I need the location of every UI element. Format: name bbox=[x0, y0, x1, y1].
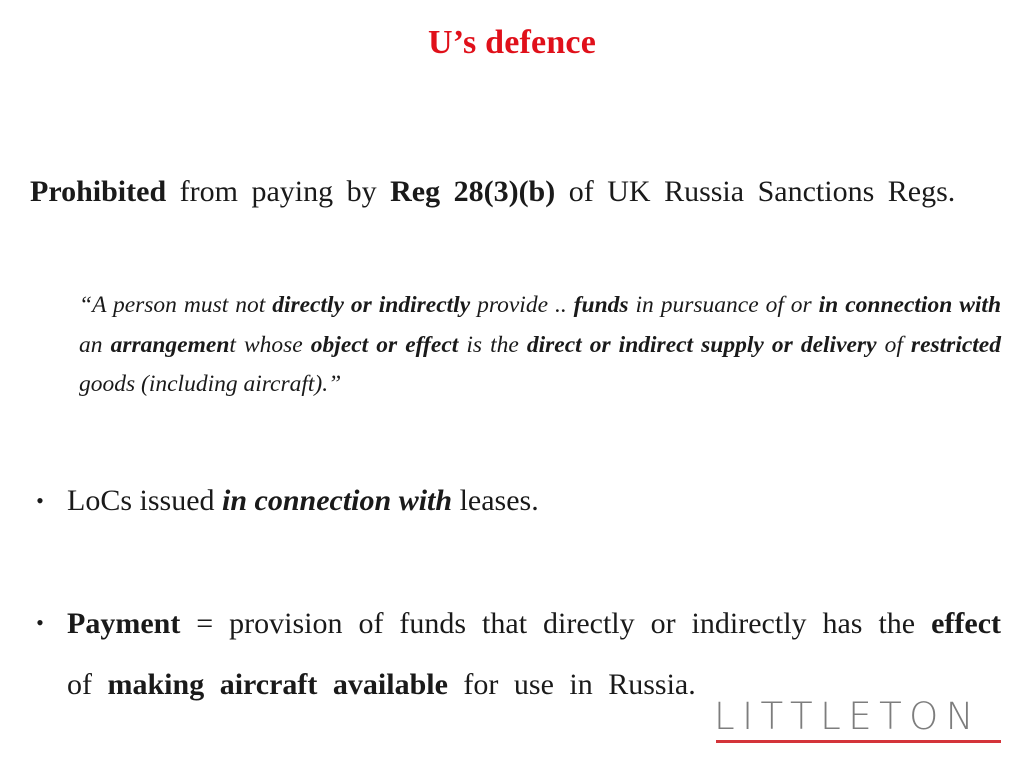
main-paragraph-text-1: from paying by bbox=[166, 175, 391, 208]
quote-text-7: of bbox=[876, 331, 911, 358]
quote-text-3: in pursuance of or bbox=[628, 292, 819, 318]
main-paragraph-bold-prohibited: Prohibited bbox=[30, 175, 167, 208]
bullet-text-2: leases. bbox=[452, 484, 539, 517]
quote-text-8: goods (including aircraft).” bbox=[79, 371, 342, 397]
main-paragraph bbox=[30, 162, 1001, 222]
quote-text-4: an bbox=[79, 331, 111, 358]
quote-bold-1: directly or indirectly bbox=[272, 292, 471, 318]
bullet-bold-italic: in connection with bbox=[222, 484, 453, 517]
littleton-logo bbox=[714, 696, 1002, 748]
bullet-bold-effect: effect bbox=[931, 607, 1001, 640]
quote-bold-3: in connection with bbox=[818, 292, 1002, 318]
quote-bold-7: restricted bbox=[910, 331, 1001, 358]
bullet-text bbox=[67, 478, 1001, 524]
quote-text-2: provide .. bbox=[470, 292, 574, 318]
quote-bold-4: arrangemen bbox=[110, 331, 230, 358]
bullet-text-2: of bbox=[67, 668, 108, 701]
quote-bold-2: funds bbox=[573, 292, 629, 318]
bullet-text-1: LoCs issued bbox=[67, 484, 223, 517]
bullet-text-3: for use in Russia. bbox=[447, 668, 696, 701]
regulation-quote bbox=[79, 286, 1001, 405]
bullet-bold-making-available: making aircraft available bbox=[107, 668, 448, 701]
slide-title: U’s defence bbox=[427, 24, 597, 61]
quote-bold-6: direct or indirect supply or delivery bbox=[526, 331, 877, 358]
quote-bold-5: object or effect bbox=[310, 331, 459, 358]
bullet-text-1: = provision of funds that directly or indirectly has the bbox=[180, 607, 932, 640]
main-paragraph-bold-reg: Reg 28(3)(b) bbox=[390, 175, 556, 208]
bullet-bold-payment: Payment bbox=[67, 607, 181, 640]
main-paragraph-text-2: of UK Russia Sanctions Regs. bbox=[555, 175, 956, 208]
quote-text-6: is the bbox=[458, 331, 527, 358]
bullet-marker: • bbox=[36, 488, 44, 513]
bullet-marker: • bbox=[36, 610, 44, 635]
quote-text-1: “A person must not bbox=[79, 292, 273, 318]
logo-wordmark: LITTLETON bbox=[714, 695, 981, 738]
logo-underline bbox=[716, 740, 1001, 743]
quote-text-5: t whose bbox=[229, 331, 311, 358]
